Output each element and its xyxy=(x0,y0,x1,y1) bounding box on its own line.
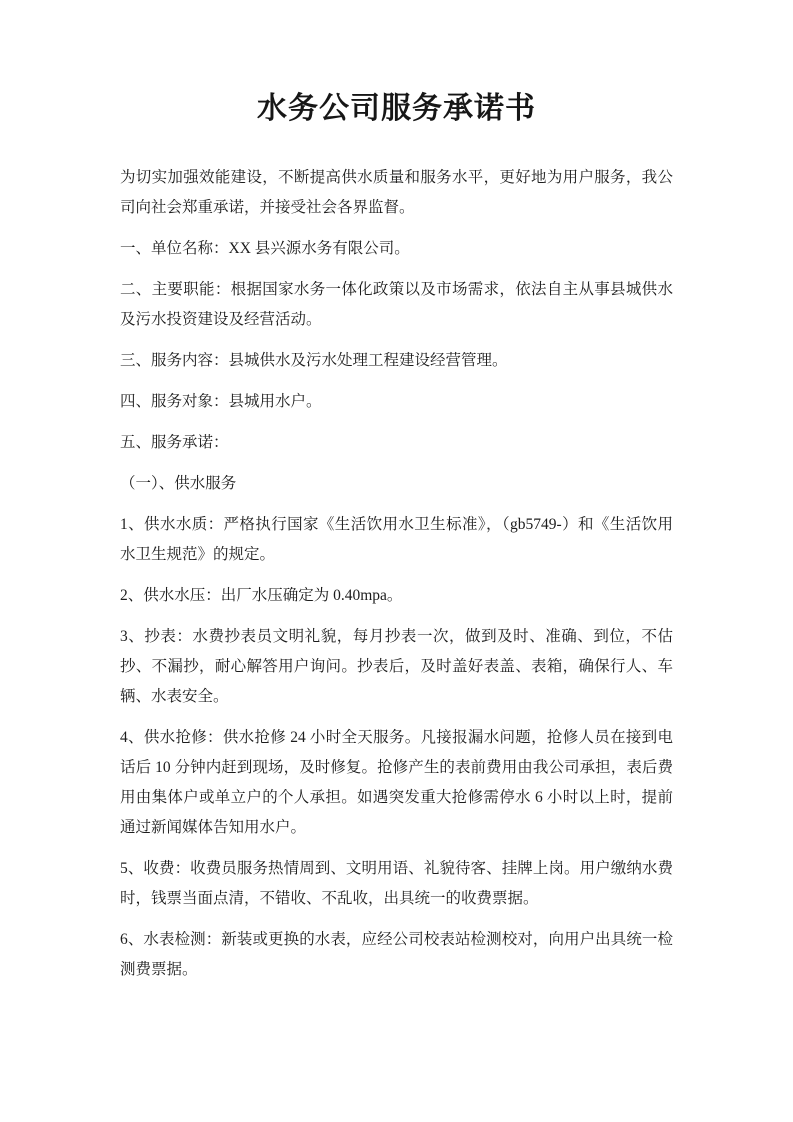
document-title: 水务公司服务承诺书 xyxy=(257,92,536,125)
document-body xyxy=(120,163,673,985)
document-paragraph: （一）、供水服务 xyxy=(120,475,237,492)
document-paragraph: 1、供水水质：严格执行国家《生活饮用水卫生标准》，（gb5749-）和《生活饮用水卫生规范》的规定。 xyxy=(120,516,673,563)
document-paragraph: 五、服务承诺： xyxy=(120,434,229,451)
document-paragraph: 4、供水抢修：供水抢修 24 小时全天服务。凡接报漏水问题，抢修人员在接到电话后 10 分钟内赶到现场，及时修复。抢修产生的表前费用由我公司承担，表后费用由集体户或单立户的个人承担。如遇突发重大抢修需停水 6 小时以上时，提前通过新闻媒体告知用水户。 xyxy=(120,729,673,836)
document-paragraph: 三、服务内容：县城供水及污水处理工程建设经营管理。 xyxy=(120,352,508,369)
document-paragraph: 2、供水水压：出厂水压确定为 0.40mpa。 xyxy=(120,587,403,604)
document-paragraph: 二、主要职能：根据国家水务一体化政策以及市场需求，依法自主从事县城供水及污水投资建设及经营活动。 xyxy=(120,281,673,328)
document-paragraph: 四、服务对象：县城用水户。 xyxy=(120,393,322,410)
document-paragraph: 3、抄表：水费抄表员文明礼貌，每月抄表一次，做到及时、准确、到位，不估抄、不漏抄，耐心解答用户询问。抄表后，及时盖好表盖、表箱，确保行人、车辆、水表安全。 xyxy=(120,628,673,705)
document-paragraph: 6、水表检测：新装或更换的水表，应经公司校表站检测校对，向用户出具统一检测费票据。 xyxy=(120,931,673,978)
document-paragraph: 一、单位名称：XX 县兴源水务有限公司。 xyxy=(120,240,410,257)
document-paragraph: 5、收费：收费员服务热情周到、文明用语、礼貌待客、挂牌上岗。用户缴纳水费时，钱票当面点清，不错收、不乱收，出具统一的收费票据。 xyxy=(120,860,673,907)
document-paragraph: 为切实加强效能建设，不断提高供水质量和服务水平，更好地为用户服务，我公司向社会郑重承诺，并接受社会各界监督。 xyxy=(120,169,673,216)
